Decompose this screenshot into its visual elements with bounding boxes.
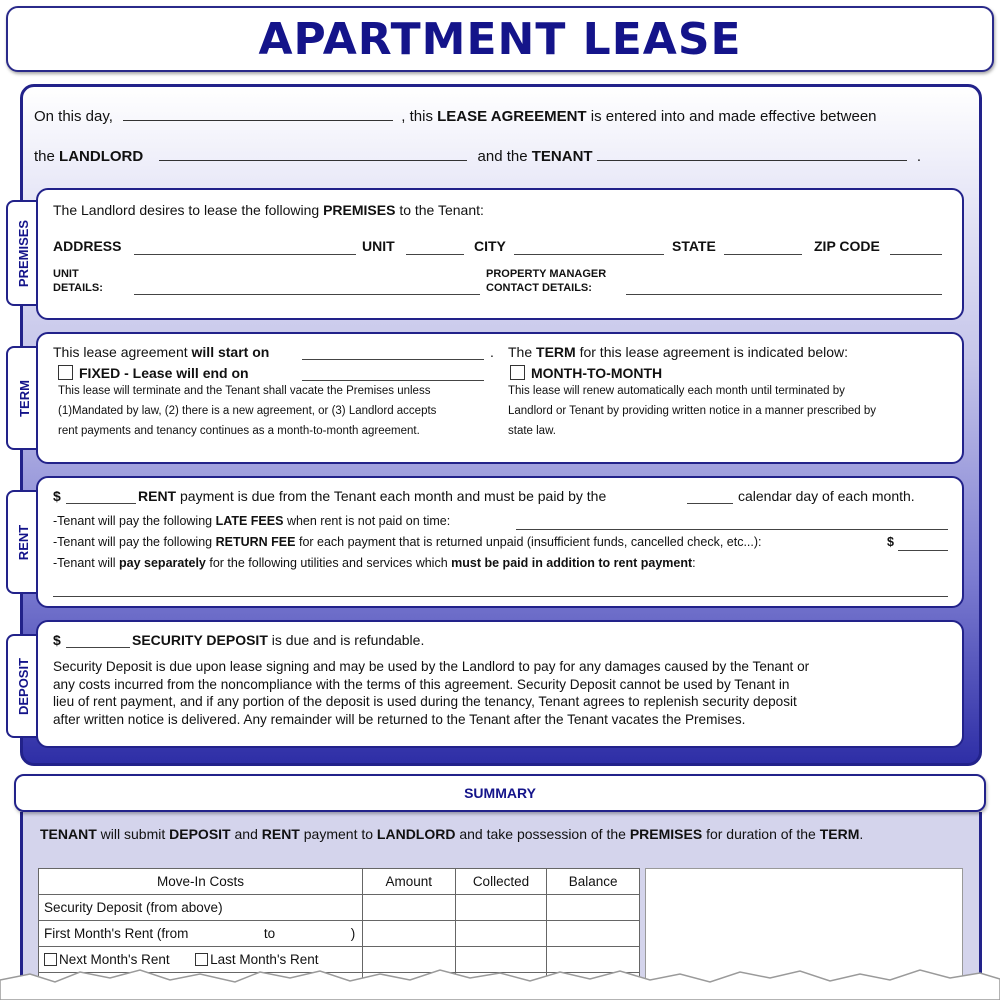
text: DETAILS:	[53, 282, 103, 294]
premises-section	[36, 188, 964, 320]
text: )	[350, 926, 356, 941]
zip-field[interactable]	[890, 254, 942, 255]
intro-line-2	[34, 148, 921, 165]
row-label	[39, 921, 363, 947]
text: First Month's Rent (from	[44, 926, 189, 941]
tab-label: PREMISES	[16, 219, 32, 287]
text: RENT	[138, 488, 177, 504]
fixed-label: FIXED - Lease will end on	[79, 365, 249, 381]
deposit-amount-field[interactable]	[66, 647, 130, 648]
tab-label: TERM	[16, 379, 32, 417]
unit-details-field[interactable]	[134, 294, 480, 295]
text: The	[508, 344, 533, 360]
text: must be paid in addition to rent payment	[451, 556, 693, 570]
text: after written notice is delivered. Any remainder will be returned to the Tenant after the Tenant vacates the Premises.	[53, 711, 746, 727]
text: for each payment that is returned unpaid (insufficient funds, cancelled check, etc...):	[298, 535, 762, 549]
property-manager-field[interactable]	[626, 294, 942, 295]
fixed-checkbox[interactable]	[58, 365, 73, 380]
rent-section	[36, 476, 964, 608]
late-fees-line	[53, 514, 450, 528]
text: LATE FEES	[215, 514, 284, 528]
start-date-field[interactable]	[302, 359, 484, 360]
text: to the Tenant:	[399, 202, 484, 218]
mtm-option	[510, 365, 662, 381]
text: and	[234, 826, 258, 842]
deposit-paragraph	[53, 658, 809, 728]
text: TERM	[536, 344, 576, 360]
torn-edge-graphic	[0, 962, 1000, 1000]
address-label: ADDRESS	[53, 238, 122, 254]
amount-cell[interactable]	[362, 895, 455, 921]
text: Last Month's Rent	[210, 952, 319, 967]
return-fee-field[interactable]	[898, 550, 948, 551]
landlord-label: LANDLORD	[59, 148, 144, 165]
text: CONTACT DETAILS:	[486, 282, 592, 294]
summary-statement	[40, 826, 863, 842]
utilities-line	[53, 556, 696, 570]
tab-premises	[6, 200, 40, 306]
date-field[interactable]	[123, 109, 393, 121]
unit-label: UNIT	[362, 238, 395, 254]
text: .	[490, 344, 494, 360]
column-header: Collected	[455, 869, 547, 895]
intro-line-1	[34, 108, 877, 125]
mtm-description	[508, 381, 876, 441]
text: when rent is not paid on time:	[286, 514, 451, 528]
premises-bold: PREMISES	[323, 202, 396, 218]
text: for this lease agreement is indicated below:	[579, 344, 849, 360]
tab-label: DEPOSIT	[16, 657, 32, 715]
text: RENT	[261, 826, 300, 842]
summary-title: SUMMARY	[464, 785, 536, 801]
text: This lease will terminate and the Tenant shall vacate the Premises unless	[58, 385, 431, 397]
text: payment is due from the Tenant each month and must be paid by the	[180, 488, 607, 504]
text: for the following utilities and services which	[209, 556, 448, 570]
column-header: Balance	[547, 869, 640, 895]
table-row	[39, 921, 640, 947]
text: pay separately	[119, 556, 206, 570]
text: and take possession of the	[459, 826, 626, 842]
text: -Tenant will pay the following	[53, 514, 213, 528]
dollar-sign: $	[887, 535, 894, 549]
text: state law.	[508, 425, 556, 437]
intro-text: is entered into and made effective between	[590, 108, 877, 125]
collected-cell[interactable]	[455, 895, 547, 921]
unit-field[interactable]	[406, 254, 464, 255]
text: lieu of rent payment, and if any portion of the deposit is used during the tenancy, Tenant agrees to replenish security deposit	[53, 694, 797, 709]
deposit-line	[132, 632, 424, 648]
month-to-month-checkbox[interactable]	[510, 365, 525, 380]
late-fees-field[interactable]	[516, 529, 948, 530]
text: SECURITY DEPOSIT	[132, 632, 268, 648]
text: DEPOSIT	[169, 826, 231, 842]
summary-header	[14, 774, 986, 812]
intro-text: .	[916, 148, 922, 165]
text: Security Deposit is due upon lease signing and may be used by the Landlord to pay for any damages caused by the Tenant or	[53, 659, 810, 674]
text: calendar day of each month.	[738, 488, 915, 504]
city-label: CITY	[474, 238, 506, 254]
fixed-description	[58, 381, 436, 441]
tenant-name-field[interactable]	[597, 149, 907, 161]
intro-text: , this	[401, 108, 433, 125]
balance-cell[interactable]	[547, 921, 640, 947]
text: .	[859, 826, 864, 842]
start-date-line	[53, 344, 269, 360]
text: for duration of the	[706, 826, 816, 842]
text: (1)Mandated by law, (2) there is a new agreement, or (3) Landlord accepts	[58, 405, 437, 417]
property-manager-label	[486, 267, 606, 295]
dollar-sign: $	[53, 488, 61, 504]
text: This lease agreement	[53, 344, 188, 360]
document-title: APARTMENT LEASE	[258, 13, 742, 65]
text: Next Month's Rent	[59, 952, 170, 967]
text: PROPERTY MANAGER	[486, 268, 607, 280]
intro-text: and the	[477, 148, 528, 165]
text: TENANT	[40, 826, 97, 842]
term-section	[36, 332, 964, 464]
utilities-field[interactable]	[53, 596, 948, 597]
mtm-label: MONTH-TO-MONTH	[531, 365, 663, 381]
tenant-label: TENANT	[531, 148, 593, 165]
table-row	[39, 895, 640, 921]
rent-line	[138, 488, 606, 504]
text: RETURN FEE	[215, 535, 296, 549]
title-banner	[6, 6, 994, 72]
text: -Tenant will pay the following	[53, 535, 213, 549]
tab-deposit	[6, 634, 40, 738]
state-label: STATE	[672, 238, 716, 254]
text: :	[692, 556, 696, 570]
premises-intro	[53, 202, 484, 218]
column-header: Move-In Costs	[39, 869, 363, 895]
text: will submit	[100, 826, 166, 842]
address-field[interactable]	[134, 254, 356, 255]
text: -Tenant will	[53, 556, 116, 570]
text: TERM	[819, 826, 860, 842]
zip-label: ZIP CODE	[814, 238, 880, 254]
intro-text: On this day,	[34, 108, 113, 125]
city-field[interactable]	[514, 254, 664, 255]
intro-text: the	[34, 148, 55, 165]
due-day-field[interactable]	[687, 503, 733, 504]
deposit-section	[36, 620, 964, 748]
tab-label: RENT	[16, 524, 32, 560]
lease-agreement-label: LEASE AGREEMENT	[437, 108, 587, 125]
amount-cell[interactable]	[362, 921, 455, 947]
text: Landlord or Tenant by providing written notice in a manner prescribed by	[508, 405, 876, 417]
collected-cell[interactable]	[455, 921, 547, 947]
row-label: Security Deposit (from above)	[39, 895, 363, 921]
text: The Landlord desires to lease the following	[53, 202, 320, 218]
text: will start on	[191, 344, 270, 360]
fixed-option	[58, 365, 249, 381]
landlord-name-field[interactable]	[159, 149, 467, 161]
unit-details-label	[53, 267, 103, 295]
text: UNIT	[53, 268, 79, 280]
column-header: Amount	[362, 869, 455, 895]
return-fee-line	[53, 535, 762, 549]
table-header-row	[39, 869, 640, 895]
text: to	[263, 926, 276, 941]
text: PREMISES	[629, 826, 703, 842]
text: payment to	[303, 826, 374, 842]
text: is due and is refundable.	[271, 632, 425, 648]
balance-cell[interactable]	[547, 895, 640, 921]
state-field[interactable]	[724, 254, 802, 255]
tab-rent	[6, 490, 40, 594]
dollar-sign: $	[53, 632, 61, 648]
text: This lease will renew automatically each month until terminated by	[508, 385, 845, 397]
text: LANDLORD	[376, 826, 456, 842]
term-intro	[508, 344, 848, 360]
text: rent payments and tenancy continues as a month-to-month agreement.	[58, 425, 420, 437]
rent-amount-field[interactable]	[66, 503, 136, 504]
text: any costs incurred from the noncompliance with the terms of this agreement. Security Deposit cannot be used by Tenant in	[53, 676, 790, 692]
tab-term	[6, 346, 40, 450]
